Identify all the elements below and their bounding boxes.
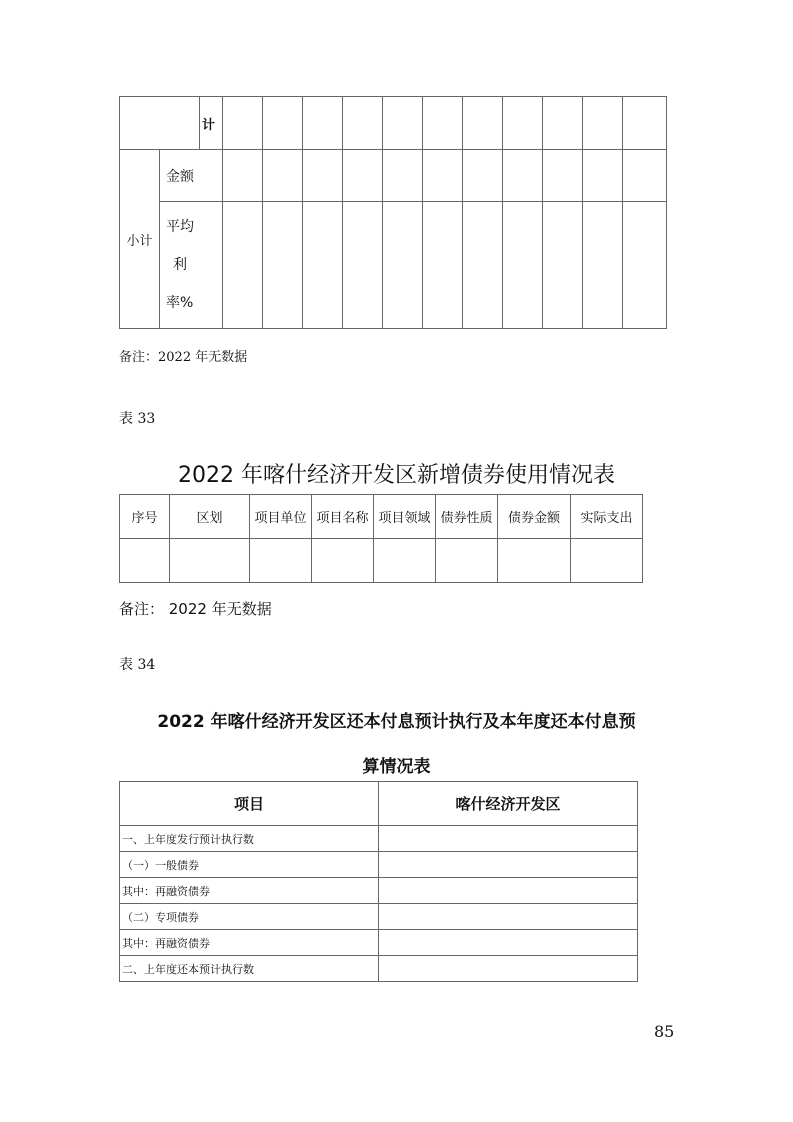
empty-cell: [463, 97, 503, 150]
header-cell: 项目单位: [250, 495, 312, 539]
empty-cell: [543, 150, 583, 202]
note-no-data: 备注： 2022 年无数据: [119, 600, 272, 618]
amount-label: 金额: [160, 150, 223, 202]
header-cell: 项目名称: [312, 495, 374, 539]
subtotal-table: [119, 96, 667, 329]
empty-cell: [303, 202, 343, 329]
header-cell: 序号: [120, 495, 170, 539]
empty-cell: [223, 97, 263, 150]
header-cell: 债券金额: [498, 495, 571, 539]
empty-cell: [379, 930, 638, 956]
empty-cell: [583, 97, 623, 150]
empty-cell: [250, 539, 312, 583]
empty-cell: [379, 852, 638, 878]
row-label: 二、上年度还本预计执行数: [120, 956, 379, 982]
empty-cell: [343, 150, 383, 202]
empty-cell: [623, 202, 667, 329]
row-label: 其中：再融资债券: [120, 930, 379, 956]
empty-cell: [263, 202, 303, 329]
page-number: 85: [654, 1022, 675, 1041]
new-bond-usage-table: [119, 494, 643, 583]
empty-cell: [543, 97, 583, 150]
header-cell: 项目领域: [374, 495, 436, 539]
rate-line: 率%: [166, 295, 194, 311]
empty-cell: [170, 539, 250, 583]
empty-cell: [343, 97, 383, 150]
empty-cell: [423, 97, 463, 150]
ji-label: 计: [200, 97, 223, 150]
empty-cell: [312, 539, 374, 583]
empty-cell: [263, 97, 303, 150]
table-33-title: 2022 年喀什经济开发区新增债券使用情况表: [178, 463, 615, 488]
empty-cell: [583, 202, 623, 329]
empty-cell: [223, 202, 263, 329]
table-34-title-line1: 2022 年喀什经济开发区还本付息预计执行及本年度还本付息预: [157, 712, 636, 732]
header-cell: 实际支出: [571, 495, 643, 539]
empty-cell: [623, 150, 667, 202]
empty-cell: [379, 826, 638, 852]
empty-cell: [436, 539, 498, 583]
subtotal-label: 小计: [120, 150, 160, 329]
header-cell: 区划: [170, 495, 250, 539]
row-label: 一、上年度发行预计执行数: [120, 826, 379, 852]
table-34-title-line2: 算情况表: [362, 757, 431, 777]
empty-cell: [463, 150, 503, 202]
empty-cell: [503, 97, 543, 150]
header-cell: 债券性质: [436, 495, 498, 539]
empty-cell: [379, 904, 638, 930]
row-label: 其中：再融资债券: [120, 878, 379, 904]
empty-cell: [503, 150, 543, 202]
note-no-data: 备注：2022 年无数据: [119, 350, 248, 365]
header-region: 喀什经济开发区: [379, 782, 638, 826]
header-item: 项目: [120, 782, 379, 826]
empty-cell: [303, 97, 343, 150]
avg-rate-label: [160, 202, 223, 329]
rate-line: 利: [173, 257, 187, 273]
empty-cell: [423, 150, 463, 202]
empty-cell: [223, 150, 263, 202]
empty-cell: [503, 202, 543, 329]
empty-cell: [379, 878, 638, 904]
empty-cell: [120, 97, 200, 150]
row-label: （二）专项债券: [120, 904, 379, 930]
empty-cell: [498, 539, 571, 583]
table-number-34: 表 34: [119, 657, 156, 673]
empty-cell: [383, 150, 423, 202]
empty-cell: [623, 97, 667, 150]
empty-cell: [423, 202, 463, 329]
empty-cell: [374, 539, 436, 583]
empty-cell: [343, 202, 383, 329]
empty-cell: [303, 150, 343, 202]
row-label: （一）一般债券: [120, 852, 379, 878]
empty-cell: [543, 202, 583, 329]
empty-cell: [383, 202, 423, 329]
rate-line: 平均: [166, 219, 194, 235]
table-number-33: 表 33: [119, 411, 156, 427]
empty-cell: [583, 150, 623, 202]
empty-cell: [571, 539, 643, 583]
debt-service-table: [119, 781, 638, 982]
empty-cell: [383, 97, 423, 150]
empty-cell: [463, 202, 503, 329]
empty-cell: [120, 539, 170, 583]
empty-cell: [379, 956, 638, 982]
empty-cell: [263, 150, 303, 202]
